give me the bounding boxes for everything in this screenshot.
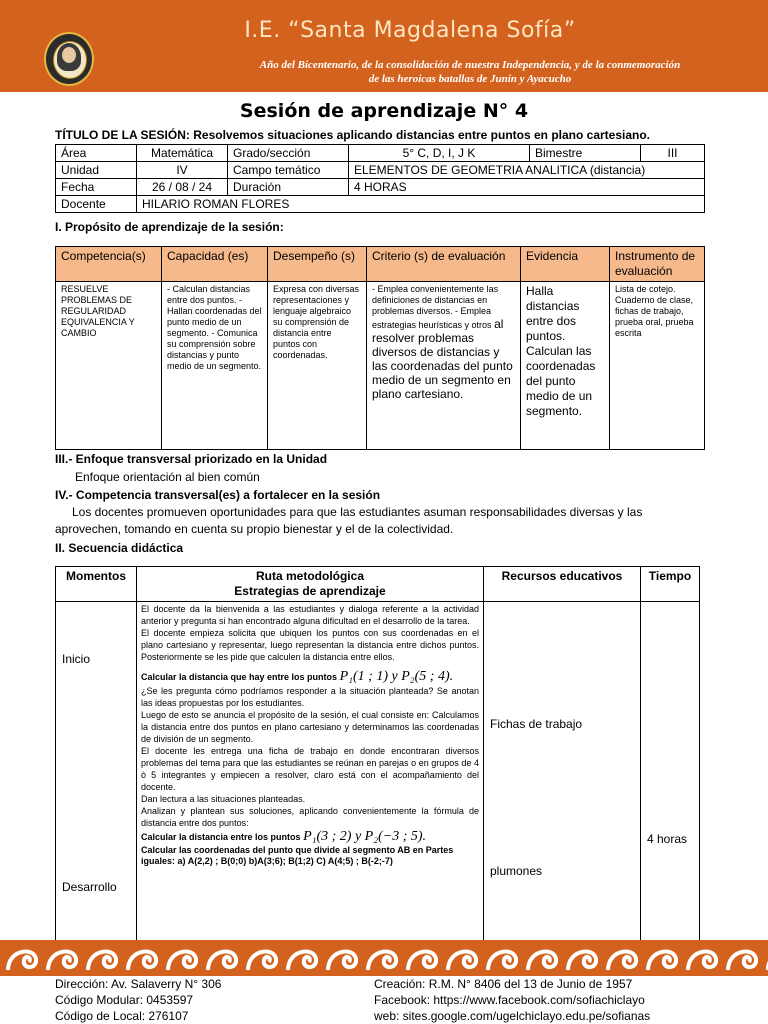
moment-desarrollo: Desarrollo: [62, 880, 117, 894]
competency-table: Competencia(s) Capacidad (es) Desempeño (s) Criterio (s) de evaluación Evidencia Instrumento de evaluación RESUELVE PROBLEMAS DE REGULARIDAD EQUIVALENCIA Y CAMBIO - Calculan distancias entre dos puntos. -Hallan coordenadas del punto medio de un segmento. - Comunica su comprensión sobre distancias y punto medio de un segmento. Expresa con diversas representaciones y lenguaje algebraico su comprensión de distancia entre puntos con coordenadas. - Emplea convenientemente las definiciones de distancias en problemas diversos. - Emplea estrategias heurísticas y otros al resolver problemas diversos de distancias y las coordenadas del punto medio de un segmento en plano cartesiano. Halla distancias entre dos puntos. Calculan las coordenadas del punto medio de un segmento. Lista de cotejo. Cuaderno de clase, fichas de trabajo, prueba oral, prueba escrita: [55, 246, 705, 450]
resource-plumones: plumones: [490, 864, 543, 878]
page-title: Sesión de aprendizaje N° 4: [239, 100, 529, 122]
session-title: TÍTULO DE LA SESIÓN: Resolvemos situaciones aplicando distancias entre puntos en plano cartesiano.: [55, 128, 651, 142]
footer-right: Creación: R.M. N° 8406 del 13 de Junio de 1957 Facebook: https://www.facebook.com/sofiachiclayo web: sites.google.com/ugelchiclayo.edu.pe/sofianas: [374, 977, 651, 1023]
s4-line2: aprovechen, tomando en cuenta su propio bienestar y el de la colectividad.: [55, 522, 454, 536]
purpose-heading: I. Propósito de aprendizaje de la sesión:: [55, 220, 284, 234]
school-name: I.E. “Santa Magdalena Sofía”: [244, 18, 576, 43]
decorative-wave-band: [0, 940, 768, 976]
s4-heading: IV.- Competencia transversal(es) a fortalecer en la sesión: [55, 488, 381, 502]
s4-line1: Los docentes promueven oportunidades para que las estudiantes asuman responsabilidades diversas y las: [72, 505, 643, 519]
footer-left: Dirección: Av. Salaverry N° 306 Código Modular: 0453597 Código de Local: 276107: [55, 977, 222, 1023]
s2-heading: II. Secuencia didáctica: [55, 541, 184, 555]
header-banner: [0, 0, 768, 92]
sequence-table: Momentos Ruta metodológica Estrategias de aprendizaje Recursos educativos Tiempo Inicio Desarrollo El docente da la bienvenida a las estudiantes y dialoga referente a la actividad anterior y pregunta si han encontrado alguna dificultad en el desarrollo de la tarea. El docente empieza solicita que ubiquen los puntos con sus coordenadas en el plano cartesiano y representar, luego representan la distancia entre dichos puntos. Posteriormente se les pide que calculen la distancia entre ellos. Calcular la distancia que hay entre los puntos P₁(1 ; 1) y P₂(5 ; 4). ¿Se les pregunta cómo podríamos responder a la situación planteada? Se anotan las ideas propuestas por los estudiantes. Luego de esto se anuncia el propósito de la sesión, el cual consiste en: Calculamos la distancia entre dos puntos en plano cartesiano y determinamos las coordenadas de división de un segmento. El docente les entrega una ficha de trabajo en donde encontraran diversos problemas del tema para que las estudiantes se reúnan en parejas o en grupos de 4 ò 5 integrantes y empiecen a resolver, claro está con el acompañamiento del docente. Dan lectura a las situaciones planteadas. Analizan y plantean sus soluciones, aplicando convenientemente la fórmula de distancia entre dos puntos: Calcular la distancia entre los puntos P₁(3 ; 2) y P₂(−3 ; 5). Calcular las coordenadas del punto que divide al segmento AB en Partes iguales: a) A(2,2) ; B(0;0) b)A(3;6); B(1;2) C) A(4;5) ; B(-2;-7) Fichas de trabajo plumones 4 horas: [55, 566, 700, 947]
info-table: Área Matemática Grado/sección 5° C, D, I, J K Bimestre III Unidad IV Campo temático ELEMENTOS DE GEOMETRIA ANALITICA (distancia) Fecha 26 / 08 / 24 Duración 4 HORAS Docente HILARIO ROMAN FLORES: [55, 144, 705, 213]
resource-fichas: Fichas de trabajo: [490, 717, 583, 731]
moment-inicio: Inicio: [62, 652, 91, 666]
time-value: 4 horas: [647, 832, 688, 846]
s3-text: Enfoque orientación al bien común: [75, 470, 260, 484]
motto: Año del Bicentenario, de la consolidación de nuestra Independencia, y de la conmemoración de las heroicas batallas de Junín y Ayacucho: [259, 59, 681, 85]
s3-heading: III.- Enfoque transversal priorizado en la Unidad: [55, 452, 328, 466]
